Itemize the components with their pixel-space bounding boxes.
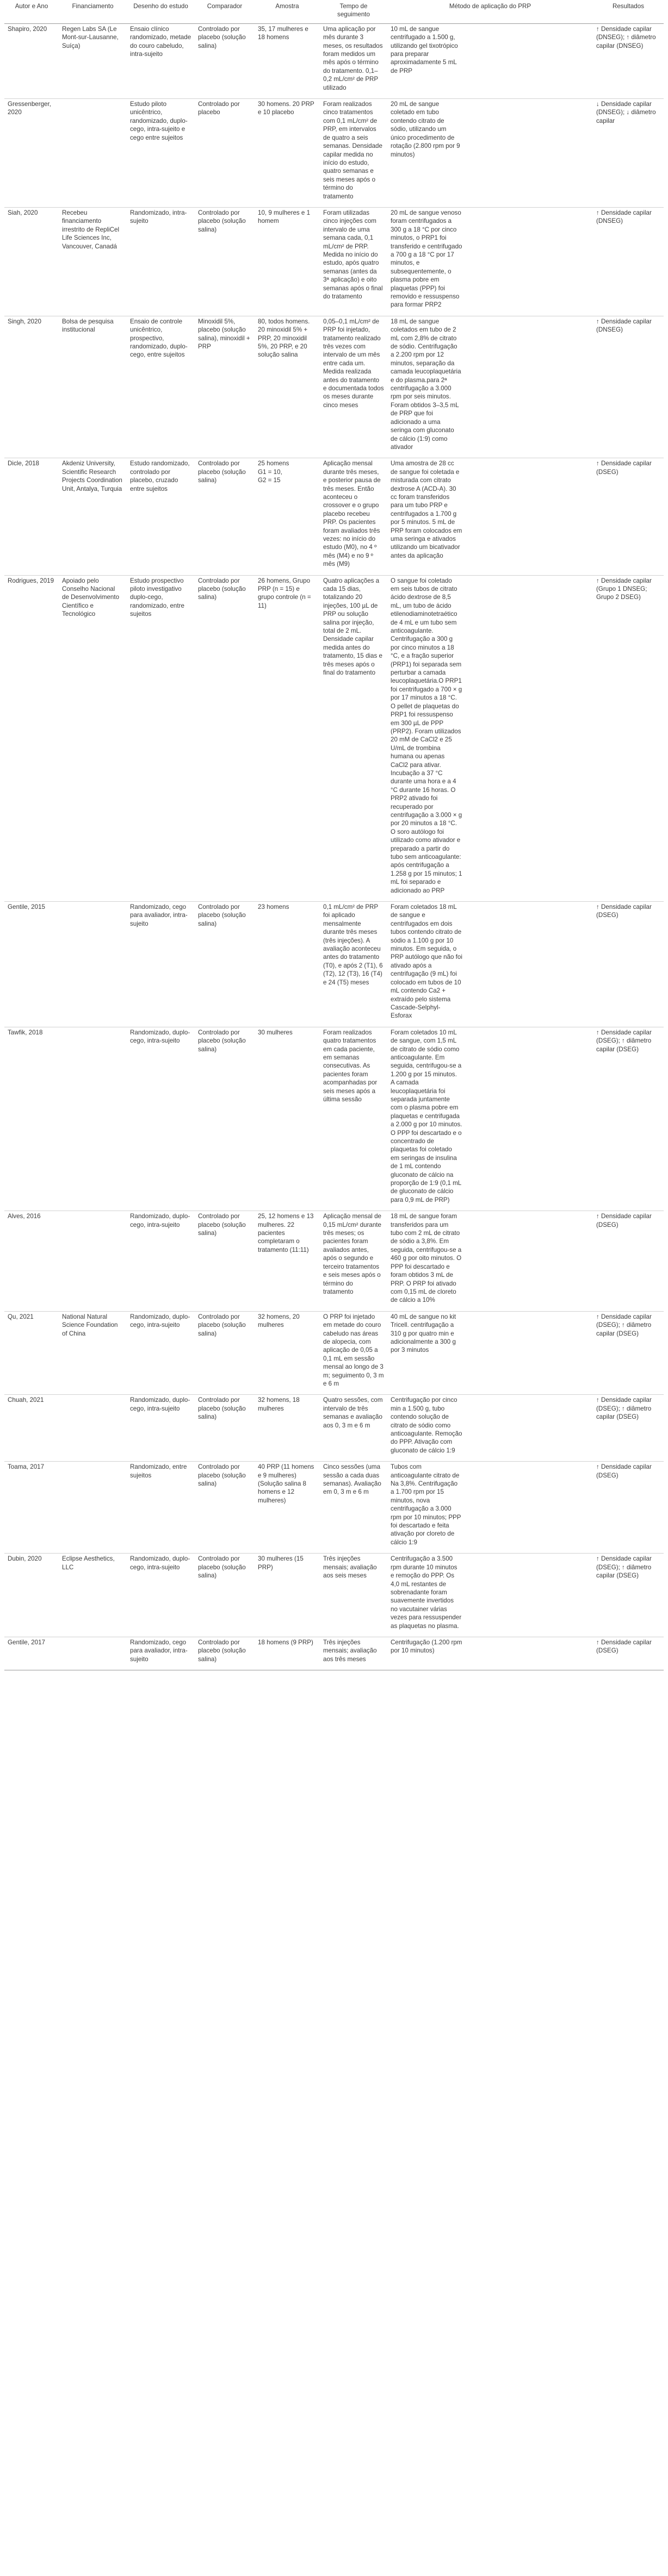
table-row	[4, 207, 664, 316]
cell-funding: Apoiado pelo Conselho Nacional de Desenvolvimento Científico e Tecnológico	[59, 575, 127, 901]
column-header: Comparador	[195, 0, 255, 23]
cell-follow-up: Foram utilizadas cinco injeções com intervalo de uma semana cada, 0,1 mL/cm² de PRP. Medida no início do estudo, após quatro semanas (antes da 3ª aplicação) e oito semanas após o final do tratamento	[320, 207, 387, 316]
cell-author-year: Chuah, 2021	[4, 1395, 59, 1462]
cell-prp-method: O sangue foi coletado em seis tubos de citrato ácido dextrose de 8,5 mL, um tubo de ácido etilenodiaminotetraético de 4 mL e um tubo sem anticoagulante. Centrifugação a 300 g por cinco minutos a 18 °C, e a fração superior (PRP1) foi separada sem perturbar a camada leucoplaquetária.O PRP1 foi centrifugado a 700 × g por 17 minutos a 18 °C. O pellet de plaquetas do PRP1 foi ressuspenso em 300 µL de PPP (PRP2). Foram utilizados 20 mM de CaCl2 e 25 U/mL de trombina humana ou apenas CaCl2 para ativar. Incubação a 37 °C durante uma hora e a 4 °C durante 16 horas. O PRP2 ativado foi recuperado por centrifugação a 3.000 × g por 20 minutos a 18 °C. O soro autólogo foi utilizado como ativador e preparado a partir do tubo sem anticoagulante: após centrifugação a 1.258 g por 15 minutos; 1 mL foi separado e adicionado ao PRP	[387, 575, 593, 901]
cell-study-design: Ensaio clínico randomizado, metade do couro cabeludo, intra-sujeito	[127, 23, 195, 98]
cell-study-design: Estudo piloto unicêntrico, randomizado, duplo-cego, intra-sujeito e cego entre sujeitos	[127, 99, 195, 208]
table-body	[4, 23, 664, 1670]
cell-funding: National Natural Science Foundation of China	[59, 1311, 127, 1395]
cell-comparator: Controlado por placebo (solução salina)	[195, 1637, 255, 1670]
table-row	[4, 1637, 664, 1670]
cell-comparator: Controlado por placebo (solução salina)	[195, 902, 255, 1027]
cell-study-design: Ensaio de controle unicêntrico, prospectivo, randomizado, duplo-cego, entre sujeitos	[127, 316, 195, 458]
cell-study-design: Randomizado, intra-sujeito	[127, 207, 195, 316]
cell-author-year: Shapiro, 2020	[4, 23, 59, 98]
cell-results: ↑ Densidade capilar (DSEG)	[593, 458, 664, 575]
cell-follow-up: Quatro aplicações a cada 15 dias, totalizando 20 injeções, 100 µL de PRP ou solução salina por injeção, total de 2 mL. Densidade capilar medida antes do tratamento, 15 dias e três meses após o final do tratamento	[320, 575, 387, 901]
cell-results: ↑ Densidade capilar (Grupo 1 DNSEG; Grupo 2 DSEG)	[593, 575, 664, 901]
cell-study-design: Estudo prospectivo piloto investigativo duplo-cego, randomizado, entre sujeitos	[127, 575, 195, 901]
cell-sample: 30 mulheres	[255, 1027, 320, 1211]
cell-results: ↑ Densidade capilar (DSEG); ↑ diâmetro capilar (DSEG)	[593, 1027, 664, 1211]
cell-sample: 35, 17 mulheres e 18 homens	[255, 23, 320, 98]
column-header: Método de aplicação do PRP	[387, 0, 593, 23]
cell-funding: Regen Labs SA (Le Mont-sur-Lausanne, Suíça)	[59, 23, 127, 98]
cell-comparator: Controlado por placebo (solução salina)	[195, 1462, 255, 1554]
column-header: Autor e Ano	[4, 0, 59, 23]
cell-study-design: Randomizado, duplo-cego, intra-sujeito	[127, 1211, 195, 1311]
cell-prp-method: Foram coletados 10 mL de sangue, com 1,5 mL de citrato de sódio como anticoagulante. Em seguida, centrifugou-se a 1.200 g por 15 minutos. A camada leucoplaquetária foi separada juntamente com o plasma pobre em plaquetas e centrifugada a 2.000 g por 10 minutos. O PPP foi descartado e o concentrado de plaquetas foi coletado em seringas de insulina de 1 mL contendo gluconato de cálcio na proporção de 1:9 (0,1 mL de gluconato de cálcio para 0,9 mL de PRP)	[387, 1027, 593, 1211]
table-header-row	[4, 0, 664, 23]
cell-follow-up: Três injeções mensais; avaliação aos seis meses	[320, 1554, 387, 1637]
cell-funding: Akdeniz University, Scientific Research Projects Coordination Unit, Antalya, Turquia	[59, 458, 127, 575]
cell-results: ↑ Densidade capilar (DSEG)	[593, 902, 664, 1027]
cell-comparator: Controlado por placebo (solução salina)	[195, 1311, 255, 1395]
cell-sample: 25, 12 homens e 13 mulheres. 22 pacientes completaram o tratamento (11:11)	[255, 1211, 320, 1311]
table-row	[4, 1395, 664, 1462]
column-header: Resultados	[593, 0, 664, 23]
cell-sample: 18 homens (9 PRP)	[255, 1637, 320, 1670]
cell-follow-up: Foram realizados cinco tratamentos com 0,1 mL/cm² de PRP, em intervalos de quatro a seis semanas. Densidade capilar medida no início do estudo, quatro semanas e seis meses após o término do tratamento	[320, 99, 387, 208]
cell-sample: 30 homens. 20 PRP e 10 placebo	[255, 99, 320, 208]
cell-results: ↑ Densidade capilar (DSEG)	[593, 1637, 664, 1670]
cell-study-design: Randomizado, cego para avaliador, intra-sujeito	[127, 902, 195, 1027]
cell-study-design: Randomizado, entre sujeitos	[127, 1462, 195, 1554]
cell-results: ↑ Densidade capilar (DNSEG)	[593, 207, 664, 316]
cell-prp-method: 10 mL de sangue centrifugado a 1.500 g, utilizando gel tixotrópico para preparar aproximadamente 5 mL de PRP	[387, 23, 593, 98]
cell-sample: 25 homens G1 = 10, G2 = 15	[255, 458, 320, 575]
cell-prp-method: Foram coletados 18 mL de sangue e centrifugados em dois tubos contendo citrato de sódio a 1.100 g por 10 minutos. Em seguida, o PRP autólogo que não foi ativado após a centrifugação (9 mL) foi colocado em tubos de 10 mL contendo Ca2 + extraído pelo sistema Cascade-Selphyl- Esforax	[387, 902, 593, 1027]
cell-author-year: Rodrigues, 2019	[4, 575, 59, 901]
cell-prp-method: Centrifugação por cinco min a 1.500 g, tubo contendo solução de citrato de sódio como anticoagulante. Remoção do PPP. Ativação com gluconato de cálcio 1:9	[387, 1395, 593, 1462]
column-header: Tempo de seguimento	[320, 0, 387, 23]
cell-comparator: Controlado por placebo (solução salina)	[195, 1554, 255, 1637]
cell-author-year: Gressenberger, 2020	[4, 99, 59, 208]
cell-study-design: Randomizado, duplo-cego, intra-sujeito	[127, 1311, 195, 1395]
cell-author-year: Toama, 2017	[4, 1462, 59, 1554]
cell-study-design: Randomizado, duplo-cego, intra-sujeito	[127, 1554, 195, 1637]
cell-sample: 80, todos homens. 20 minoxidil 5% + PRP, 20 minoxidil 5%, 20 PRP, e 20 solução salina	[255, 316, 320, 458]
cell-prp-method: 20 mL de sangue coletado em tubo contendo citrato de sódio, utilizando um único procedimento de rotação (2.800 rpm por 9 minutos)	[387, 99, 593, 208]
cell-comparator: Controlado por placebo (solução salina)	[195, 207, 255, 316]
cell-results: ↑ Densidade capilar (DNSEG)	[593, 316, 664, 458]
cell-sample: 32 homens, 20 mulheres	[255, 1311, 320, 1395]
cell-prp-method: 20 mL de sangue venoso foram centrifugados a 300 g a 18 °C por cinco minutos, o PRP1 foi transferido e centrifugado a 700 g a 18 °C por 17 minutos, e subsequentemente, o plasma pobre em plaquetas (PPP) foi removido e ressuspenso para formar PRP2	[387, 207, 593, 316]
table-row	[4, 1211, 664, 1311]
cell-results: ↑ Densidade capilar (DSEG); ↑ diâmetro capilar (DSEG)	[593, 1554, 664, 1637]
table-row	[4, 1554, 664, 1637]
cell-results: ↓ Densidade capilar (DNSEG); ↓ diâmetro capilar	[593, 99, 664, 208]
cell-comparator: Controlado por placebo	[195, 99, 255, 208]
cell-follow-up: O PRP foi injetado em metade do couro cabeludo nas áreas de alopecia, com aplicação de 0,05 a 0,1 mL em sessão mensal ao longo de 3 m; seguimento 0, 3 m e 6 m	[320, 1311, 387, 1395]
cell-comparator: Controlado por placebo (solução salina)	[195, 1027, 255, 1211]
cell-funding	[59, 99, 127, 208]
cell-prp-method: Tubos com anticoagulante citrato de Na 3,8%. Centrifugação a 1.700 rpm por 15 minutos, nova centrifugação a 3.000 rpm por 10 minutos; PPP foi descartado e feita ativação por cloreto de cálcio 1:9	[387, 1462, 593, 1554]
column-header: Amostra	[255, 0, 320, 23]
cell-results: ↑ Densidade capilar (DSEG)	[593, 1462, 664, 1554]
cell-follow-up: 0,1 mL/cm² de PRP foi aplicado mensalmente durante três meses (três injeções). A avaliação aconteceu antes do tratamento (T0), e após 2 (T1), 6 (T2), 12 (T3), 16 (T4) e 24 (T5) meses	[320, 902, 387, 1027]
cell-study-design: Estudo randomizado, controlado por placebo, cruzado entre sujeitos	[127, 458, 195, 575]
cell-prp-method: Centrifugação (1.200 rpm por 10 minutos)	[387, 1637, 593, 1670]
column-header: Desenho do estudo	[127, 0, 195, 23]
cell-follow-up: Aplicação mensal de 0,15 mL/cm² durante três meses; os pacientes foram avaliados antes, após o segundo e terceiro tratamentos e seis meses após o término do tratamento	[320, 1211, 387, 1311]
cell-comparator: Controlado por placebo (solução salina)	[195, 575, 255, 901]
cell-prp-method: Uma amostra de 28 cc de sangue foi coletada e misturada com citrato dextrose A (ACD-A). 30 cc foram transferidos para um tubo PRP e centrifugados a 1.700 g por 5 minutos. 5 mL de PRP foram colocados em uma seringa e ativados utilizando um bicativador antes da aplicação	[387, 458, 593, 575]
cell-study-design: Randomizado, duplo-cego, intra-sujeito	[127, 1027, 195, 1211]
cell-sample: 26 homens, Grupo PRP (n = 15) e grupo controle (n = 11)	[255, 575, 320, 901]
cell-results: ↑ Densidade capilar (DSEG)	[593, 1211, 664, 1311]
table-row	[4, 902, 664, 1027]
cell-prp-method: Centrifugação a 3.500 rpm durante 10 minutos e remoção do PPP. Os 4,0 mL restantes de sobrenadante foram suavemente invertidos no vacutainer várias vezes para ressuspender as plaquetas no plasma.	[387, 1554, 593, 1637]
table-row	[4, 575, 664, 901]
cell-follow-up: Aplicação mensal durante três meses, e posterior pausa de três meses. Então aconteceu o crossover e o grupo placebo recebeu PRP. Os pacientes foram avaliados três vezes: no início do estudo (M0), no 4 º mês (M4) e no 9 º mês (M9)	[320, 458, 387, 575]
cell-comparator: Controlado por placebo (solução salina)	[195, 1395, 255, 1462]
cell-prp-method: 40 mL de sangue no kit Tricell. centrifugação a 310 g por quatro min e adicionalmente a 300 g por 3 minutos	[387, 1311, 593, 1395]
cell-funding: Eclipse Aesthetics, LLC	[59, 1554, 127, 1637]
cell-results: ↑ Densidade capilar (DNSEG); ↑ diâmetro capilar (DNSEG)	[593, 23, 664, 98]
cell-prp-method: 18 mL de sangue coletados em tubo de 2 mL com 2,8% de citrato de sódio. Centrifugação a 2.200 rpm por 12 minutos, separação da camada leucoplaquetária e do plasma.para 2ª centrifugação a 3.000 rpm por seis minutos. Foram obtidos 3–3,5 mL de PRP que foi adicionado a uma seringa com gluconato de cálcio (1:9) como ativador	[387, 316, 593, 458]
table-row	[4, 1462, 664, 1554]
table-row	[4, 23, 664, 98]
cell-prp-method: 18 mL de sangue foram transferidos para um tubo com 2 mL de citrato de sódio a 3,8%. Em seguida, centrifugou-se a 460 g por oito minutos. O PPP foi descartado e foram obtidos 3 mL de PRP. O PRP foi ativado com 0,15 mL de cloreto de cálcio a 10%	[387, 1211, 593, 1311]
cell-follow-up: Foram realizados quatro tratamentos em cada paciente, em semanas consecutivas. As pacientes foram acompanhadas por seis meses após a última sessão	[320, 1027, 387, 1211]
cell-funding	[59, 1462, 127, 1554]
cell-author-year: Singh, 2020	[4, 316, 59, 458]
table-row	[4, 316, 664, 458]
cell-author-year: Dubin, 2020	[4, 1554, 59, 1637]
column-header: Financiamento	[59, 0, 127, 23]
cell-author-year: Qu, 2021	[4, 1311, 59, 1395]
cell-follow-up: 0,05–0,1 mL/cm² de PRP foi injetado, tratamento realizado três vezes com intervalo de um mês entre cada um. Medida realizada antes do tratamento e documentada todos os meses durante cinco meses	[320, 316, 387, 458]
cell-funding: Bolsa de pesquisa institucional	[59, 316, 127, 458]
cell-author-year: Alves, 2016	[4, 1211, 59, 1311]
cell-follow-up: Três injeções mensais; avaliação aos três meses	[320, 1637, 387, 1670]
cell-sample: 10, 9 mulheres e 1 homem	[255, 207, 320, 316]
table-row	[4, 99, 664, 208]
studies-table	[4, 0, 664, 1670]
cell-results: ↑ Densidade capilar (DSEG); ↑ diâmetro capilar (DSEG)	[593, 1395, 664, 1462]
cell-author-year: Siah, 2020	[4, 207, 59, 316]
table-row	[4, 1311, 664, 1395]
cell-funding	[59, 1211, 127, 1311]
cell-author-year: Dicle, 2018	[4, 458, 59, 575]
table-row	[4, 458, 664, 575]
cell-follow-up: Quatro sessões, com intervalo de três semanas e avaliação aos 0, 3 m e 6 m	[320, 1395, 387, 1462]
cell-funding	[59, 1027, 127, 1211]
cell-sample: 23 homens	[255, 902, 320, 1027]
cell-author-year: Tawfik, 2018	[4, 1027, 59, 1211]
table-row	[4, 1027, 664, 1211]
cell-sample: 30 mulheres (15 PRP)	[255, 1554, 320, 1637]
cell-comparator: Controlado por placebo (solução salina)	[195, 458, 255, 575]
cell-funding	[59, 1637, 127, 1670]
cell-author-year: Gentile, 2017	[4, 1637, 59, 1670]
cell-study-design: Randomizado, cego para avaliador, intra-sujeito	[127, 1637, 195, 1670]
cell-author-year: Gentile, 2015	[4, 902, 59, 1027]
cell-comparator: Controlado por placebo (solução salina)	[195, 23, 255, 98]
cell-sample: 32 homens, 18 mulheres	[255, 1395, 320, 1462]
cell-comparator: Minoxidil 5%, placebo (solução salina), minoxidil + PRP	[195, 316, 255, 458]
cell-results: ↑ Densidade capilar (DSEG); ↑ diâmetro capilar (DSEG)	[593, 1311, 664, 1395]
cell-funding	[59, 1395, 127, 1462]
cell-study-design: Randomizado, duplo-cego, intra-sujeito	[127, 1395, 195, 1462]
cell-follow-up: Uma aplicação por mês durante 3 meses, os resultados foram medidos um mês após o término do tratamento. 0,1–0,2 mL/cm² de PRP utilizado	[320, 23, 387, 98]
cell-sample: 40 PRP (11 homens e 9 mulheres) (Solução salina 8 homens e 12 mulheres)	[255, 1462, 320, 1554]
cell-comparator: Controlado por placebo (solução salina)	[195, 1211, 255, 1311]
cell-funding: Recebeu financiamento irrestrito de RepliCel Life Sciences Inc, Vancouver, Canadá	[59, 207, 127, 316]
cell-funding	[59, 902, 127, 1027]
cell-follow-up: Cinco sessões (uma sessão a cada duas semanas). Avaliação em 0, 3 m e 6 m	[320, 1462, 387, 1554]
